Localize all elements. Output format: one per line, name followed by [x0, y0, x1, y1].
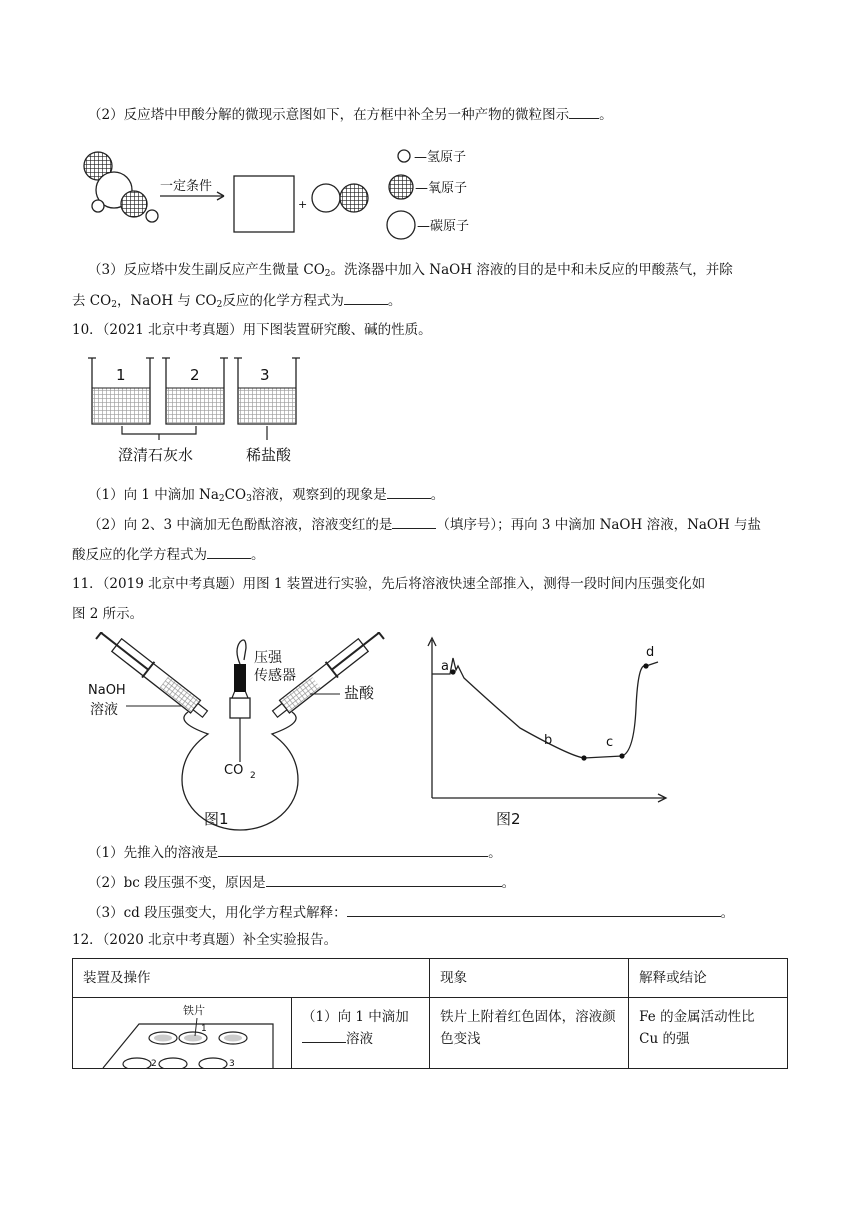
legend-oxygen: —氧原子 — [415, 181, 468, 196]
answer-blank[interactable] — [347, 902, 721, 917]
q9-part2-end: 。 — [599, 107, 613, 123]
q10-title: 10．（2021 北京中考真题）用下图装置研究酸、碱的性质。 — [72, 322, 432, 338]
hydrogen-atom — [146, 210, 158, 222]
answer-blank[interactable] — [387, 484, 431, 499]
figure2-pressure-curve — [420, 632, 680, 832]
q11-title-line2: 图 2 所示。 — [72, 606, 144, 622]
formic-acid-decomposition-diagram — [78, 140, 498, 250]
table-header-row — [73, 959, 788, 998]
oxygen-atom — [340, 184, 368, 212]
legend-carbon-icon — [387, 211, 415, 239]
q9-part3-e: 反应的化学方程式为 — [222, 293, 344, 309]
subscript: 2 — [216, 300, 223, 310]
answer-blank[interactable] — [207, 544, 251, 559]
well-plate-figure-cell — [73, 998, 292, 1069]
phenomenon-cell: 铁片上附着红色固体，溶液颜色变浅 — [430, 998, 629, 1069]
operation-text-2: 溶液 — [346, 1031, 373, 1047]
hydrogen-atom — [92, 200, 104, 212]
legend-hydrogen-icon — [398, 150, 410, 162]
q10-part2-line2 — [72, 544, 265, 565]
q11-part3-end: 。 — [720, 905, 735, 921]
naoh-label-2: 溶液 — [90, 702, 118, 718]
iron-sheet-label: 铁片 — [183, 1004, 205, 1017]
point-d — [643, 663, 648, 668]
q12-title: 12．（2020 北京中考真题）补全实验报告。 — [72, 932, 338, 948]
point-b — [581, 755, 586, 760]
well-number: 2 — [151, 1059, 157, 1068]
answer-blank[interactable] — [569, 104, 599, 119]
q9-part2-text — [88, 104, 613, 125]
label-limewater: 澄清石灰水 — [118, 446, 194, 464]
beakers-diagram — [86, 354, 326, 466]
q10-part2-a: （2）向 2、3 中滴加无色酚酞溶液，溶液变红的是 — [88, 517, 393, 533]
label-b: b — [544, 733, 553, 748]
arrow-label: 一定条件 — [160, 179, 213, 194]
q9-part3-end: 。 — [387, 293, 402, 309]
header-phenomenon: 现象 — [430, 959, 629, 998]
answer-blank[interactable] — [302, 1028, 346, 1043]
q11-part3 — [88, 902, 734, 923]
figure2-caption: 图2 — [496, 810, 521, 828]
oxygen-atom — [121, 191, 147, 217]
label-a: a — [441, 659, 449, 674]
q11-part2 — [88, 872, 515, 893]
q9-part3-d: ，NaOH 与 CO — [116, 293, 217, 309]
conclusion-cell: Fe 的金属活动性比 Cu 的强 — [629, 998, 788, 1069]
beaker-number: 1 — [116, 366, 126, 384]
well-plate-diagram — [73, 998, 291, 1068]
q11-part3-prompt: （3）cd 段压强变大，用化学方程式解释： — [88, 905, 347, 921]
well-number: 1 — [201, 1024, 207, 1034]
q10-part1 — [88, 484, 444, 505]
table-row — [73, 998, 788, 1069]
q9-part3-line2 — [72, 290, 401, 311]
answer-blank[interactable] — [218, 842, 488, 857]
sensor-label-1: 压强 — [254, 650, 282, 666]
q11-part2-end: 。 — [501, 875, 516, 891]
answer-blank[interactable] — [266, 872, 502, 887]
sensor-label-2: 传感器 — [254, 668, 296, 684]
q9-part3-b: 。洗涤器中加入 NaOH 溶液的目的是中和未反应的甲酸蒸气，并除 — [330, 262, 733, 278]
q9-part3-c: 去 CO — [72, 293, 112, 309]
q11-part1 — [88, 842, 502, 863]
operation-cell — [292, 998, 430, 1069]
q10-part2-line1 — [88, 514, 761, 535]
label-hydrochloric-acid: 稀盐酸 — [246, 446, 292, 464]
legend-oxygen-icon — [389, 175, 413, 199]
flask-label: CO — [224, 763, 244, 778]
q11-part1-prompt: （1）先推入的溶液是 — [88, 845, 219, 861]
label-c: c — [606, 735, 614, 750]
subscript: 2 — [324, 269, 331, 279]
q10-part1-end: 。 — [430, 487, 445, 503]
q11-part2-prompt: （2）bc 段压强不变，原因是 — [88, 875, 266, 891]
beaker-number: 3 — [260, 366, 270, 384]
beaker-2 — [162, 358, 228, 424]
q10-part2-c: 酸反应的化学方程式为 — [72, 547, 207, 563]
subscript: 2 — [218, 494, 225, 504]
q11-part1-end: 。 — [488, 845, 502, 861]
answer-blank[interactable] — [392, 514, 436, 529]
answer-blank[interactable] — [344, 290, 388, 305]
label-d: d — [646, 645, 655, 660]
beaker-3 — [234, 358, 300, 424]
legend-hydrogen: —氢原子 — [414, 150, 467, 165]
subscript: 3 — [246, 494, 252, 504]
answer-box[interactable] — [234, 176, 294, 232]
q9-part3-line1 — [88, 260, 733, 280]
legend-carbon: —碳原子 — [417, 219, 470, 234]
figure1-apparatus — [84, 632, 424, 832]
q10-part2-end: 。 — [251, 547, 265, 563]
figure1-caption: 图1 — [204, 810, 229, 828]
acid-label: 盐酸 — [344, 684, 375, 702]
plus-sign: + — [298, 198, 308, 211]
point-a — [450, 669, 455, 674]
experiment-report-table — [72, 958, 788, 1069]
beaker-number: 2 — [190, 366, 200, 384]
header-apparatus: 装置及操作 — [73, 959, 430, 998]
q10-part2-b: （填序号）；再向 3 中滴加 NaOH 溶液，NaOH 与盐 — [436, 517, 762, 533]
q10-part1-a: （1）向 1 中滴加 Na — [88, 487, 219, 503]
header-conclusion: 解释或结论 — [629, 959, 788, 998]
q11-title-line1: 11．（2019 北京中考真题）用图 1 装置进行实验，先后将溶液快速全部推入，测得一段时间内压强变化如 — [72, 576, 706, 592]
q10-part1-b: CO — [224, 487, 247, 503]
point-c — [619, 753, 624, 758]
carbon-atom — [312, 184, 340, 212]
well-number: 3 — [229, 1059, 235, 1068]
q9-part2-prompt: （2）反应塔中甲酸分解的微现示意图如下，在方框中补全另一种产物的微粒图示 — [88, 107, 570, 123]
beaker-1 — [88, 358, 154, 424]
operation-text: （1）向 1 中滴加 — [302, 1009, 409, 1025]
q10-part1-c: 溶液，观察到的现象是 — [251, 487, 387, 503]
naoh-label-1: NaOH — [88, 683, 126, 698]
subscript: 2 — [111, 300, 117, 310]
subscript: 2 — [250, 771, 256, 781]
q9-part3-a: （3）反应塔中发生副反应产生微量 CO — [88, 262, 325, 278]
